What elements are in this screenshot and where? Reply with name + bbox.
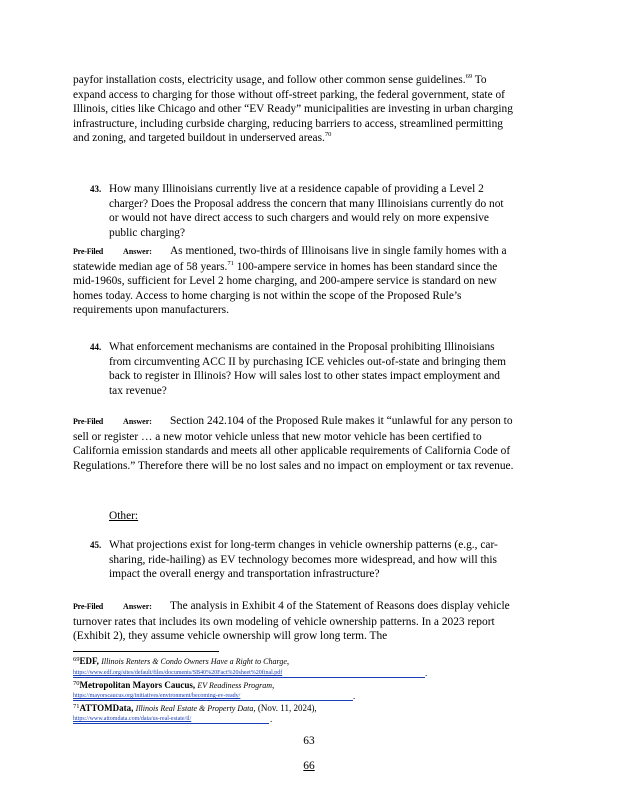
footnote-69-link[interactable]: https://www.edf.org/sites/default/files/documents/SB40%20Fact%20sheet%20final.pdf (73, 670, 283, 676)
footnote-divider (73, 651, 219, 652)
prefiled-label: Pre-Filed (73, 602, 104, 611)
footnote-ref-70: 70 (324, 131, 332, 139)
answer-label: Answer: (123, 417, 152, 426)
question-45-text: What projections exist for long-term changes in vehicle ownership patterns (e.g., car-sharing, ride-hailing) as EV technology becomes more widespread, and how will this impact the overall energy and transportation infrastructure? (109, 539, 498, 581)
intro-paragraph (73, 73, 517, 146)
answer-45 (73, 599, 517, 644)
question-44-text: What enforcement mechanisms are contained in the Proposal prohibiting Illinoisians from circumventing ACC II by purchasing ICE vehicles out-of-state and bringing them back to register in Illinois? How will sales lost to other states impact employment and tax revenue? (109, 341, 506, 397)
intro-text-b: To expand access to charging for those without off-street parking, the federal government, state of Illinois, cities like Chicago and other “EV Ready” municipalities are investing in urban charging infrastructure, including curbside charging, reducing barriers to access, streamlined permitting and zoning, and targeted buildout in underserved areas. (73, 74, 513, 145)
footnote-70-link[interactable]: https://mayorscaucus.org/initiatives/environment/becoming-ev-ready/ (73, 693, 241, 699)
question-44-number: 44. (90, 342, 102, 352)
footnote-author: ATTOMData, (79, 703, 134, 713)
footnote-number: 71 (73, 703, 80, 710)
footnote-69-end: . (425, 668, 428, 678)
prefiled-label: Pre-Filed (73, 247, 104, 256)
footnote-tail: , (Nov. 11, 2024), (253, 703, 317, 713)
exhibit-page-number-text: 66 (303, 760, 315, 772)
section-heading-other: Other: (109, 510, 139, 522)
page-number: 63 (303, 735, 315, 747)
footnote-69-link-underline (73, 677, 425, 678)
footnote-ref-71: 71 (227, 259, 234, 267)
footnote-71-end: . (270, 714, 273, 724)
answer-44 (73, 414, 517, 473)
footnote-tail: , (286, 656, 290, 666)
answer-44-text: Section 242.104 of the Proposed Rule makes it “unlawful for any person to sell or register … a new motor vehicle unless that new motor vehicle has been certified to California emission standards and meets all other applicable requirements of California Code of Regulations.” Therefore there will be no lost sales and no impact on employment or tax revenue. (73, 415, 514, 472)
prefiled-label: Pre-Filed (73, 417, 104, 426)
footnote-71-link[interactable]: https://www.attomdata.com/data/us-real-estate/il/ (73, 716, 192, 722)
footnote-title: Illinois Renters & Condo Owners Have a Right to Charge (101, 657, 287, 666)
footnote-author: EDF, (79, 656, 99, 666)
footnote-tail: , (272, 680, 275, 690)
exhibit-page-number (0, 760, 618, 772)
footnote-ref-69: 69 (465, 73, 473, 80)
footnote-number: 70 (73, 680, 80, 687)
footnote-70-link-underline (73, 700, 353, 701)
question-45-number: 45. (90, 540, 102, 550)
footnote-number: 69 (73, 656, 80, 663)
footnote-70 (73, 680, 274, 691)
footnote-title: Illinois Real Estate & Property Data (135, 704, 254, 713)
footnote-70-end: . (353, 691, 356, 701)
answer-43 (73, 244, 517, 318)
footnote-author: Metropolitan Mayors Caucus, (79, 680, 196, 690)
answer-43-text-a: As mentioned, two-thirds of Illinoisans live in single family homes with a statewide median age of 58 years. (73, 245, 507, 273)
answer-label: Answer: (123, 602, 152, 611)
footnote-71-link-underline (73, 723, 269, 724)
question-43-number: 43. (90, 184, 102, 194)
footnote-title: EV Readiness Program (197, 681, 272, 690)
answer-43-text-b: 100-ampere service in homes has been standard since the mid-1960s, sufficient for Level 2 home charging, and 200-ampere service is standard on new homes today. Access to home charging is not within the scope of the Proposed Rule’s requirements upon manufacturers. (73, 260, 498, 317)
footnote-69 (73, 656, 289, 667)
answer-45-text: The analysis in Exhibit 4 of the Statement of Reasons does display vehicle turnover rates that includes its own modeling of vehicle ownership patterns. In a 2023 report (Exhibit 2), they assume vehicle ownership will grow long term. The (73, 600, 510, 643)
intro-text-a: payfor installation costs, electricity usage, and follow other common sense guidelines. (73, 74, 466, 86)
question-43-text: How many Illinoisians currently live at a residence capable of providing a Level 2 charger? Does the Proposal address the concern that many Illinoisians currently do not or would not have direct access to such chargers and would rely on more expensive public charging? (109, 183, 504, 239)
footnote-71 (73, 703, 317, 714)
answer-label: Answer: (123, 247, 152, 256)
